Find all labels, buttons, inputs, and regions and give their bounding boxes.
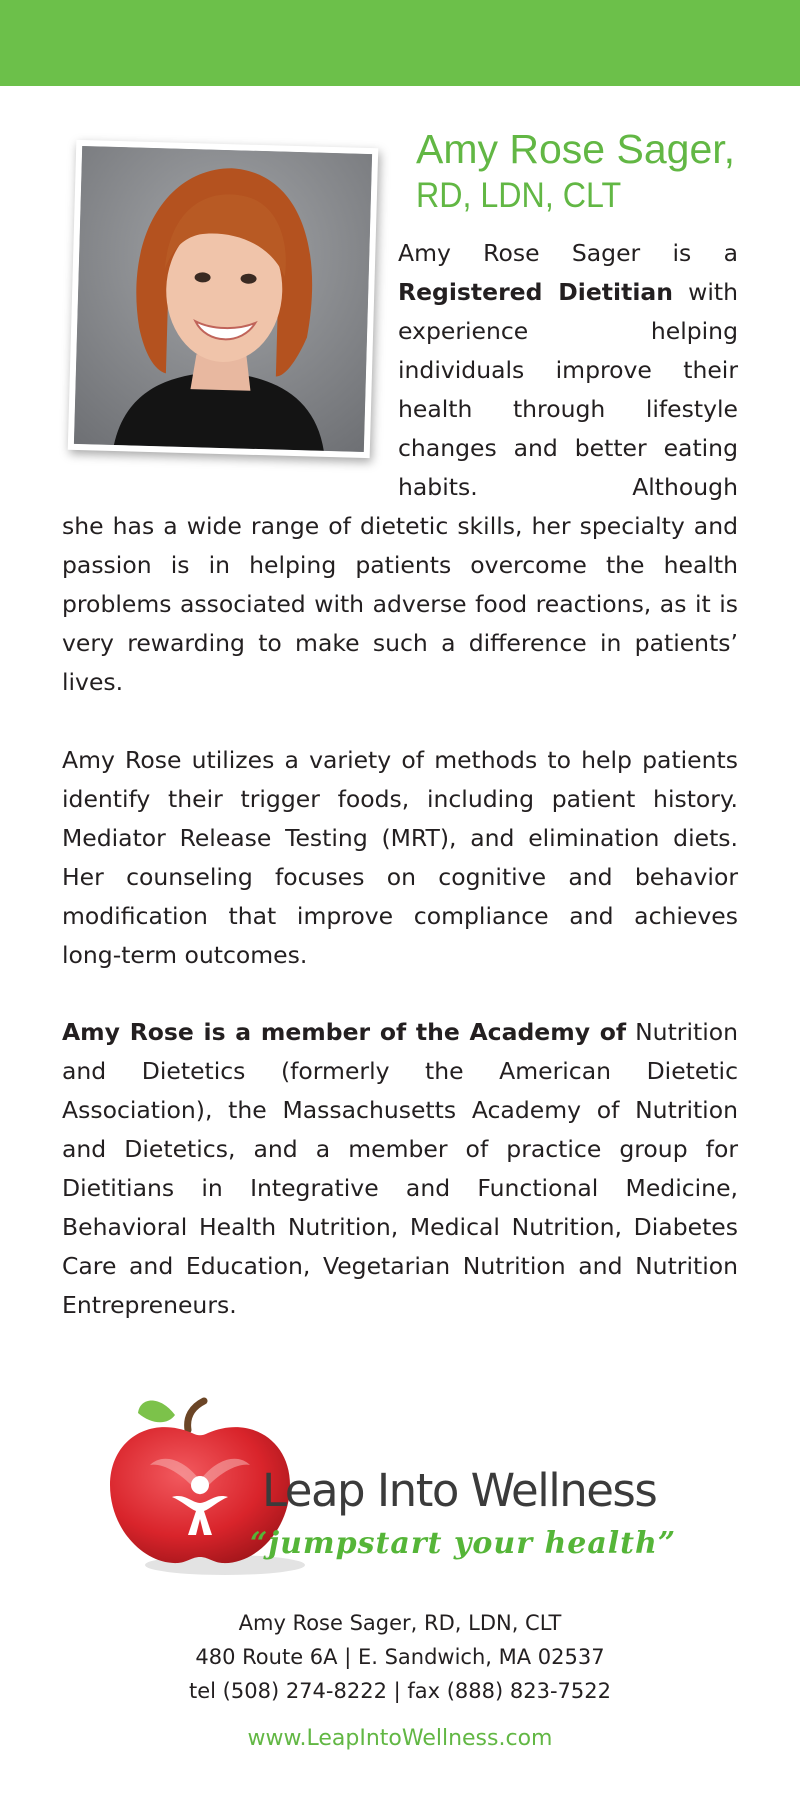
contact-name: Amy Rose Sager, RD, LDN, CLT bbox=[238, 1611, 562, 1635]
bio-paragraph-1: she has a wide range of dietetic skills, her specialty and passion is in helping patients overcome the health problems associated with adverse food reactions, as it is very rewarding to make such a difference in patients’ lives. bbox=[62, 512, 738, 696]
website-link[interactable]: www.LeapIntoWellness.com bbox=[247, 1726, 553, 1751]
bio-paragraph-3-bold: Amy Rose is a member of the Academy of bbox=[62, 1018, 627, 1046]
bio-paragraph-3: Amy Rose is a member of the Academy of Nutrition and Dietetics (formerly the American Dietetic Association), the Massachusetts Academy of Nutrition and Dietetics, and a member of practice group for Dietitians in Integrative and Functional Medicine, Behavioral Health Nutrition, Medical Nutrition, Diabetes Care and Education, Vegetarian Nutrition and Nutrition Entrepreneurs. bbox=[62, 1018, 738, 1319]
header-bar bbox=[0, 0, 800, 86]
bio-intro-bold: Registered Dietitian bbox=[398, 278, 673, 306]
bio-intro: Amy Rose Sager is a Registered Dietitian with experience helping individuals improve their health through lifestyle changes and better eating habits. Although bbox=[398, 239, 738, 501]
contact-address: 480 Route 6A | E. Sandwich, MA 02537 bbox=[195, 1645, 605, 1669]
profile-credentials: RD, LDN, CLT bbox=[416, 176, 622, 215]
logo-tagline: “jumpstart your health” bbox=[250, 1526, 677, 1561]
bio-paragraph-2: Amy Rose utilizes a variety of methods to help patients identify their trigger foods, including patient history. Mediator Release Testing (MRT), and elimination diets. Her counseling focuses on cognitive and behavior modification that improve compliance and achieves long-term outcomes. bbox=[62, 746, 738, 969]
profile-name: Amy Rose Sager, bbox=[416, 126, 736, 172]
logo-brand-name: Leap Into Wellness bbox=[262, 1464, 657, 1517]
contact-phone-fax: tel (508) 274-8222 | fax (888) 823-7522 bbox=[189, 1679, 611, 1703]
portrait-image bbox=[74, 146, 372, 452]
profile-photo bbox=[68, 140, 379, 458]
